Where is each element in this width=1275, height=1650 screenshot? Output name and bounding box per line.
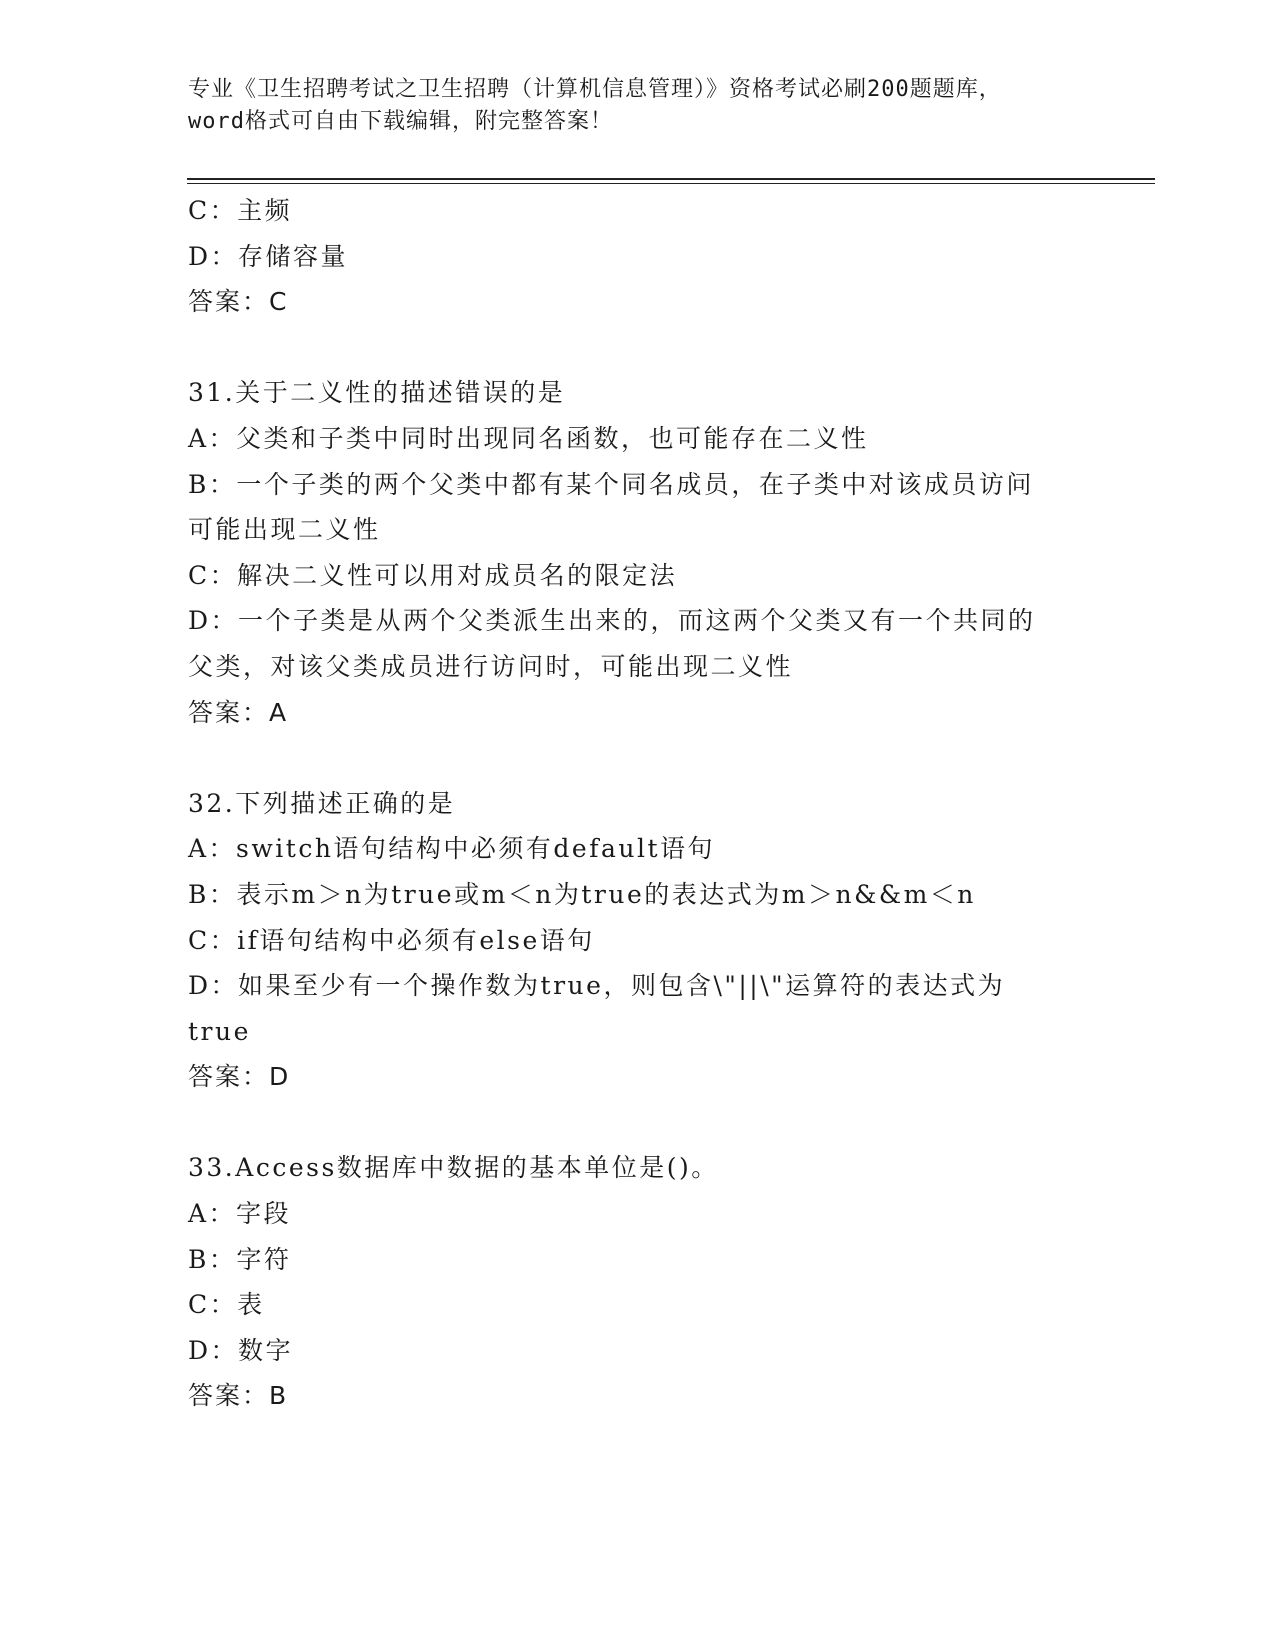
header-line-2: word格式可自由下载编辑，附完整答案！	[188, 109, 613, 134]
header-line-1: 专业《卫生招聘考试之卫生招聘（计算机信息管理）》资格考试必刷200题题库，	[188, 77, 1002, 102]
spacer	[188, 325, 1088, 371]
option-d-continued: 父类，对该父类成员进行访问时，可能出现二义性	[188, 651, 794, 681]
question-33	[188, 1145, 1088, 1419]
option-b: B：表示m＞n为true或m＜n为true的表达式为m＞n&&m＜n	[188, 879, 976, 909]
option-b: B：一个子类的两个父类中都有某个同名成员，在子类中对该成员访问	[188, 469, 1034, 499]
header-divider-thin	[187, 183, 1155, 184]
option-d: D：存储容量	[188, 241, 349, 271]
option-d: D：如果至少有一个操作数为true，则包含\"||\"运算符的表达式为	[188, 971, 1006, 1001]
option-d-continued: true	[188, 1016, 251, 1046]
question-stem: 31.关于二义性的描述错误的是	[188, 378, 566, 408]
option-d: D：一个子类是从两个父类派生出来的，而这两个父类又有一个共同的	[188, 606, 1036, 636]
option-c: C：if语句结构中必须有else语句	[188, 925, 595, 955]
question-stem: 32.下列描述正确的是	[188, 788, 456, 818]
option-a: A：switch语句结构中必须有default语句	[188, 834, 716, 864]
answer-line: 答案：B	[188, 1381, 289, 1411]
document-body	[188, 188, 1088, 1419]
option-c: C：解决二义性可以用对成员名的限定法	[188, 560, 678, 590]
question-31	[188, 370, 1088, 735]
option-b: B：字符	[188, 1244, 292, 1274]
option-d: D：数字	[188, 1335, 294, 1365]
document-header	[188, 74, 1088, 138]
answer-line: 答案：C	[188, 287, 289, 317]
option-a: A：父类和子类中同时出现同名函数，也可能存在二义性	[188, 423, 869, 453]
question-30-tail	[188, 188, 1088, 325]
answer-line: 答案：A	[188, 697, 289, 727]
spacer	[188, 1100, 1088, 1146]
answer-line: 答案：D	[188, 1062, 291, 1092]
header-divider-thick	[187, 178, 1155, 180]
option-c: C：表	[188, 1290, 265, 1320]
question-32	[188, 781, 1088, 1100]
option-c: C：主频	[188, 196, 293, 225]
option-b-continued: 可能出现二义性	[188, 515, 381, 545]
option-a: A：字段	[188, 1199, 292, 1229]
spacer	[188, 735, 1088, 781]
question-stem: 33.Access数据库中数据的基本单位是()。	[188, 1153, 719, 1183]
